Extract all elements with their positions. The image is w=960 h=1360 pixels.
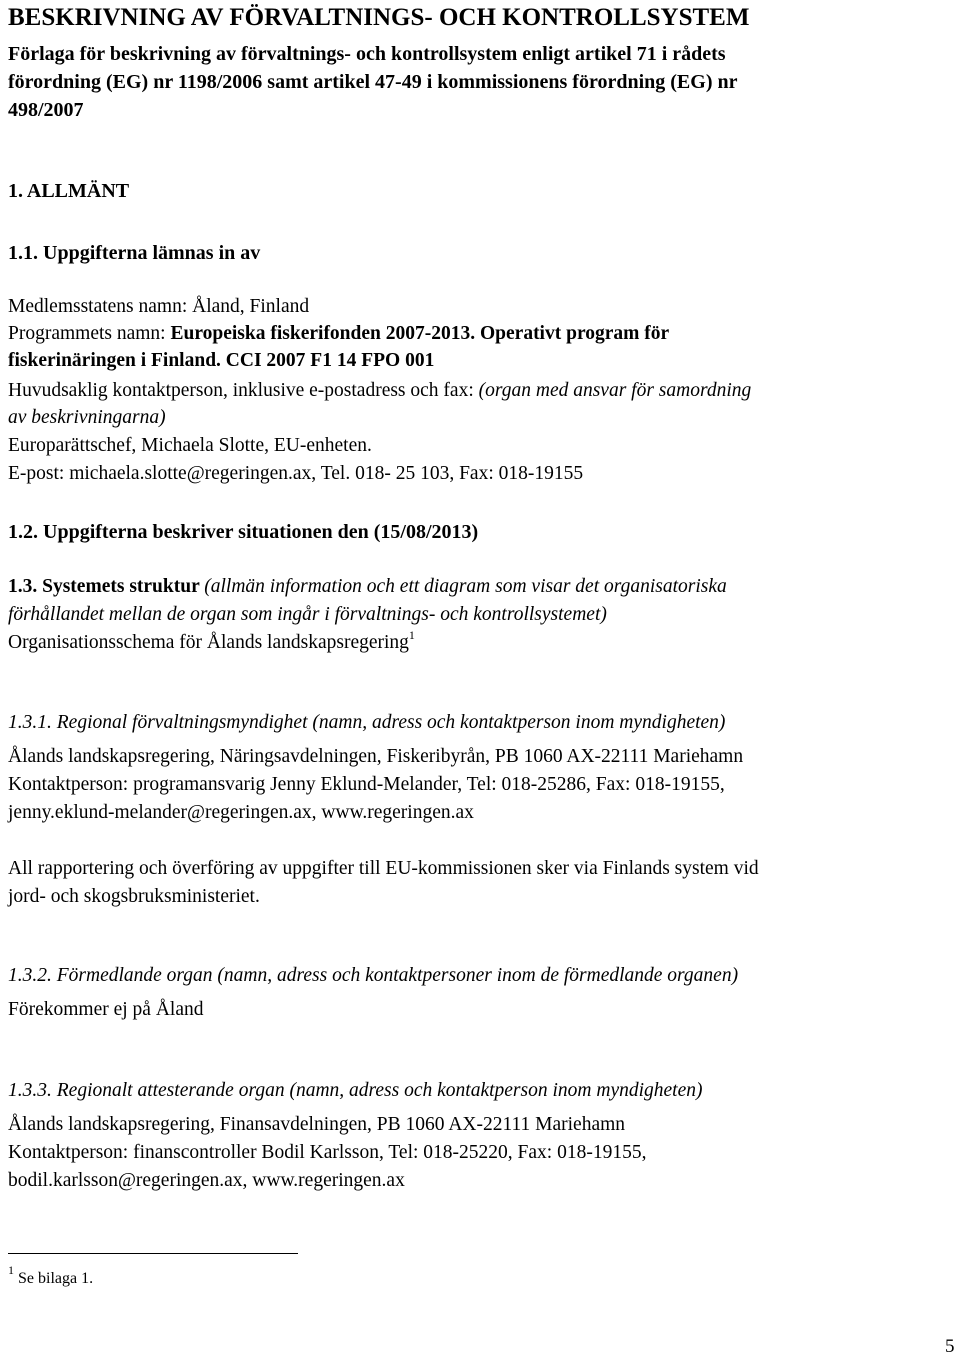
section-1-3-2-heading: 1.3.2. Förmedlande organ (namn, adress och kontaktpersoner inom de förmedlande organen): [8, 965, 739, 986]
contact-email-line: E-post: michaela.slotte@regeringen.ax, Tel. 018- 25 103, Fax: 018-19155: [8, 463, 584, 484]
document-title: BESKRIVNING AV FÖRVALTNINGS- OCH KONTROLLSYSTEM: [8, 4, 750, 31]
section-1-heading: 1. ALLMÄNT: [8, 180, 130, 202]
section-1-3-1-line-3: jenny.eklund-melander@regeringen.ax, www.regeringen.ax: [8, 802, 474, 823]
section-1-3-3-line-2: Kontaktperson: finanscontroller Bodil Karlsson, Tel: 018-25220, Fax: 018-19155,: [8, 1142, 647, 1163]
member-state-line: Medlemsstatens namn: Åland, Finland: [8, 296, 310, 317]
contact-note-cont: av beskrivningarna): [8, 407, 166, 428]
reporting-line: All rapportering och överföring av uppgifter till EU-kommissionen sker via Finlands system vid: [8, 858, 759, 879]
footnote-number: 1: [8, 1263, 14, 1277]
reporting-line-cont: jord- och skogsbruksministeriet.: [8, 886, 260, 907]
section-1-2-heading: 1.2. Uppgifterna beskriver situationen den (15/08/2013): [8, 521, 479, 543]
contact-name-line: Europarättschef, Michaela Slotte, EU-enheten.: [8, 435, 372, 456]
section-1-3-heading: [8, 573, 727, 601]
section-1-3-2-line-1: Förekommer ej på Åland: [8, 999, 204, 1020]
section-1-3-3-line-1: Ålands landskapsregering, Finansavdelningen, PB 1060 AX-22111 Mariehamn: [8, 1114, 626, 1135]
programme-label: Programmets namn:: [8, 323, 171, 344]
section-1-1-heading: 1.1. Uppgifterna lämnas in av: [8, 242, 261, 264]
subtitle-line-2: förordning (EG) nr 1198/2006 samt artikel 47-49 i kommissionens förordning (EG) nr: [8, 71, 738, 93]
page-number: 5: [945, 1336, 955, 1357]
footnote-divider: [8, 1253, 298, 1254]
footnote: [8, 1263, 94, 1290]
footnote-text: Se bilaga 1.: [14, 1270, 94, 1287]
section-1-3-1-line-2: Kontaktperson: programansvarig Jenny Eklund-Melander, Tel: 018-25286, Fax: 018-19155,: [8, 774, 725, 795]
org-chart-line: [8, 629, 415, 657]
programme-line: [8, 320, 669, 348]
section-1-3-1-heading: 1.3.1. Regional förvaltningsmyndighet (namn, adress och kontaktperson inom myndigheten): [8, 712, 726, 733]
org-chart-text: Organisationsschema för Ålands landskapsregering: [8, 632, 409, 653]
contact-note: (organ med ansvar för samordning: [478, 380, 752, 401]
section-1-3-note: (allmän information och ett diagram som visar det organisatoriska: [204, 576, 727, 597]
contact-label: Huvudsaklig kontaktperson, inklusive e-postadress och fax:: [8, 380, 479, 401]
section-1-3-title: 1.3. Systemets struktur: [8, 576, 205, 597]
section-1-3-3-heading: 1.3.3. Regionalt attesterande organ (namn, adress och kontaktperson inom myndigheten): [8, 1080, 703, 1101]
section-1-3-1-line-1: Ålands landskapsregering, Näringsavdelningen, Fiskeribyrån, PB 1060 AX-22111 Mariehamn: [8, 746, 744, 767]
subtitle-line-3: 498/2007: [8, 99, 84, 121]
programme-name-cont: fiskerinäringen i Finland. CCI 2007 F1 14 FPO 001: [8, 350, 435, 371]
section-1-3-note-cont: förhållandet mellan de organ som ingår i förvaltnings- och kontrollsystemet): [8, 604, 607, 625]
subtitle-line-1: Förlaga för beskrivning av förvaltnings- och kontrollsystem enligt artikel 71 i rådets: [8, 43, 726, 65]
programme-name: Europeiska fiskerifonden 2007-2013. Operativt program för: [170, 323, 670, 344]
footnote-ref: 1: [408, 628, 415, 642]
section-1-3-3-line-3: bodil.karlsson@regeringen.ax, www.regeringen.ax: [8, 1170, 405, 1191]
contact-line: [8, 377, 751, 405]
